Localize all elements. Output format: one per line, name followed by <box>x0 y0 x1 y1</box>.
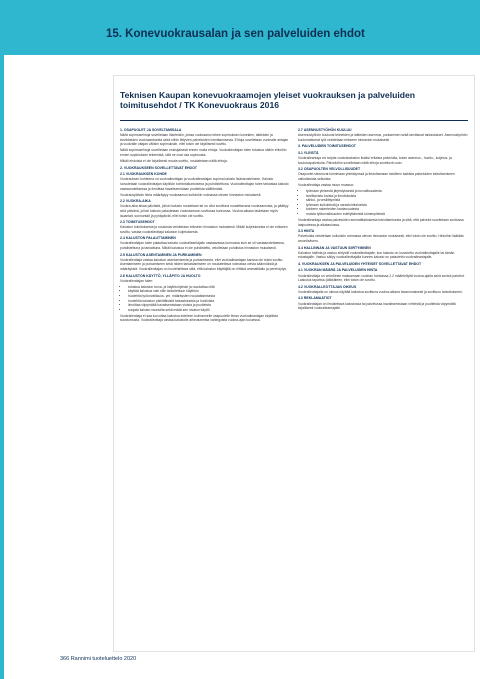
section-heading: 2.2 VUOKRA-AIKA <box>120 199 151 204</box>
section-heading: 3.3 HINTA <box>298 229 315 234</box>
paragraph: Vuokra-aika alkaa päivästä, jolloin kalusto noudetaan tai on ollut sovittuna noudettavana vuokraamosta, ja päättyy sinä päivänä, jolloin kalusto palautetaan vuokraamoon sovitussa kunnossa. Vuokra-aikaan lasketaan myös lauantait, sunnuntait ja pyhäpäivät, ellei toisin ole sovittu. <box>120 204 289 218</box>
decorative-stripe <box>0 55 4 679</box>
paragraph: Vuokralleantaja voi tarjota vuokrakaluston lisäksi erilaisia palveluita, kuten asennus-, huolto-, kuljetus- ja koulutuspalveluita. Palveluihin sovelletaan näitä ehtoja soveltuvin osin. <box>298 155 452 165</box>
list-item: • muista työturvallisuuden edellyttämistä toimenpiteistä <box>306 212 468 217</box>
list-item: • huolehtia kaluston päivittäisistä tarkastuksista ja huolloista <box>128 299 290 304</box>
paragraph: Vuokrauksen kohteena on vuokralleottajan ja vuokralleantajan sopima kalusto lisävarusteineen. Kalusto luovutetaan vuokralleottajan käyttöön toimintakuntoisena ja puhdistettuna. Vuokralleottajan tulee tarkastaa kalusto vastaanotettaessa ja ilmoittaa havaitsemistaan puutteista välittömästi. <box>120 177 289 191</box>
list-item: • käyttää kalustoa vain sille tarkoitettuun käyttöön <box>128 289 290 294</box>
section-heading: 3.4 HALLINNAN JA VASTUUN SIIRTYMINEN <box>298 245 371 250</box>
list-item: • tutustua kaluston turva- ja käyttöohjeisiin ja noudattaa niitä <box>128 285 290 290</box>
page-title: 15. Konevuokrausalan ja sen palveluiden ehdot <box>106 28 365 40</box>
title-divider <box>120 120 468 121</box>
section-heading: 4.2 VUOKRALLEOTTAJAN OIKEUS <box>298 284 357 289</box>
section-heading: 1. OSAPUOLET JA SOVELTAMISALA <box>120 128 182 132</box>
section-heading: 3.1 YLEISTÄ <box>298 150 319 155</box>
paragraph: Näitä sopimusehtoja sovelletaan ensisijaisesti ennen muita ehtoja. Vuokralleottajan tulee tutustua näihin ehtoihin ennen sopimuksen tekemistä, sillä ne ovat osa sopimusta. <box>120 148 287 157</box>
section-heading: 2.4 KALUSTON PALAUTTAMINEN <box>120 236 176 241</box>
paragraph: Näitä sopimusehtoja sovelletaan tilanteisiin, joissa vuokraamo tekee sopimuksen koneiden, laitteiden ja tarvikkeiden vuokraamisesta sekä niihin liittyvien palveluiden toimittamisesta. Ehtoja sovelletaan vuokralle antajan ja vuokralle ottajan välisiin sopimuksiin, ellei toisin ole kirjallisesti sovittu. <box>120 133 289 147</box>
list-item: • suojata kalusto vaurioilta sekä estää sen luvaton käyttö <box>128 308 290 313</box>
section-heading: 2.1 VUOKRAUKSEN KOHDE <box>120 172 167 177</box>
left-column <box>120 126 290 324</box>
paragraph: Vuokralleottajalla on oikeus käyttää kalustoa sovittuna vuokra-aikana tavanomaisesti ja sovittuun tarkoitukseen. <box>298 289 463 294</box>
bullet-list <box>120 285 290 313</box>
paragraph: Vuokralleantaja vastaa palveluiden ammattitaitoisesta toteuttamisesta ja siitä, että palvelut suoritetaan sovitussa laajuudessa ja aikataulussa. <box>298 218 464 227</box>
page-footer: 366 Rannimi tuoteluettelo 2020 <box>60 656 137 662</box>
list-item: • sähkö- ja vesiliittymistä <box>306 198 468 203</box>
paragraph: Asennustyöhön kuuluvat telineiden ja laitteiden asennus, purkaminen sekä tarvittavat tarkastukset. Asennustyöhön kuulumattomat työt veloitetaan erikseen hinnaston mukaisesti. <box>298 133 468 142</box>
paragraph: Vuokralleottajan tulee: <box>120 278 153 283</box>
paragraph: Palveluista veloitetaan kulloinkin voimassa olevan hinnaston mukaisesti, ellei toisin ole sovittu. Hintoihin lisätään arvonlisävero. <box>298 234 464 243</box>
section-heading: 2.3 TOIMITUSEHDOT <box>120 220 155 225</box>
bullet-list <box>298 189 468 217</box>
paragraph: Vuokralleottajan on ilmoitettava kalustossa tai palvelussa havaitsemistaan virheistä ja puutteista viipymättä kirjallisesti vuokralleantajalle. <box>298 301 456 311</box>
section-heading: 4. VUOKRAUKSEN JA PALVELUIDEN YHTEISET SOVELLETTAVAT EHDOT <box>298 261 422 266</box>
list-item: • ilmoittaa viipymättä havaitsemistaan vioista ja puutteista <box>128 303 290 308</box>
paragraph: Vuokralleottaja on velvollinen maksamaan vuokran kohdassa 2.2 määritellyltä vuokra-ajalta sekä sovitut palvelut. Laskutus tapahtuu jälkikäteen, ellei toisin ole sovittu. <box>298 273 465 283</box>
paragraph: Mikäli ehdoista ei ole kirjallisesti muuta sovittu, noudatetaan näitä ehtoja. <box>120 159 228 164</box>
section-heading: 2.5 KALUSTON ASENTAMINEN JA PURKAMINEN <box>120 252 202 257</box>
section-heading: 2. VUOKRAUKSEEN SOVELLETTAVAT EHDOT <box>120 165 197 170</box>
list-item: • tarvittavista luvista ja ilmoituksista <box>306 194 468 199</box>
paragraph: Kaluston hallinta ja vastuu siirtyvät vuokralleottajalle, kun kalusto on luovutettu vuokralleottajalle tai tämän edustajalle. Vastuu säilyy vuokralleottajalla kunnes kalusto on palautettu vuokralleantajalle. <box>298 250 455 260</box>
paragraph: Vuokralleottajan tulee palauttaa kalusto vuokralleantajalle vastaavassa kunnossa kuin se oli vastaanotettaessa, puhdistettuna ja tankattuna. Mikäli kalustoa ei ole puhdistettu, veloitetaan puhdistus hinnaston mukaisesti. <box>120 241 285 251</box>
paragraph: Vuokralleottaja vastaa muun muassa: <box>298 182 354 187</box>
list-item: • työmaan kulkuteistä ja varastointialueista <box>306 203 468 208</box>
paragraph: Vuokrauspäivän hinta määräytyy vuokraamon kulloinkin voimassa olevan hinnaston mukaisesti. <box>120 192 262 197</box>
paragraph: Kaluston toimituksesta ja noudosta veloitetaan erikseen hinnaston mukaisesti. Mikäli kuljetuksesta ei ole erikseen sovittu, vastaa vuokralleottaja kaluston kuljetuksesta. <box>120 225 288 234</box>
section-heading: 2.6 KALUSTON KÄYTTÖ, YLLÄPITO JA HUOLTO <box>120 273 201 278</box>
section-heading: 2.7 ASENNUSTYÖHÖN KUULUU <box>298 128 352 132</box>
document-title-line-1: Teknisen Kaupan konevuokraamojen yleiset vuokrauksen ja palveluiden <box>120 90 415 100</box>
list-item: • kohteen rakenteiden kantavuudesta <box>306 207 468 212</box>
section-heading: 3.2 OSAPUOLTEN VELVOLLISUUDET <box>298 167 361 172</box>
document-title <box>120 90 468 110</box>
document-page <box>113 75 475 652</box>
paragraph: Vuokralleottaja vastaa kaluston asentamisesta ja purkamisesta, ellei vuokralleantajan kanssa ole toisin sovittu. Asentamiseen ja purkamiseen sekä niiden tarkastamiseen on noudatettava voimassa olevia säännöksiä ja määräyksiä. Vuokralleottajan on huolehdittava siitä, että kaluston käyttäjillä on riittävä ammattitaito ja perehdytys. <box>120 257 287 271</box>
list-item: • työmaan yleisestä järjestyksestä ja turvallisuudesta <box>306 189 468 194</box>
document-title-line-2: toimitusehdot / TK Konevuokraus 2016 <box>120 100 280 110</box>
right-column <box>298 126 468 312</box>
list-item: • huolehtia työturvallisuus- ym. määräysten noudattamisesta <box>128 294 290 299</box>
header-banner <box>0 0 480 55</box>
section-heading: 4.3 REKLAMAATIOT <box>298 296 332 301</box>
section-heading: 4.1 VUOKRAN MÄÄRÄ JA PALVELUIDEN HINTA <box>298 268 378 273</box>
paragraph: Vuokralleottaja ei saa luovuttaa kalustoa edelleen kolmannelle osapuolelle ilman vuokralleantajan kirjallista suostumusta. Vuokralleottaja vastaa kalustolle aiheutuneista vahingoista vuokra-ajan kuluessa. <box>120 313 278 323</box>
section-heading: 3. PALVELUIDEN TOIMITUSEHDOT <box>298 144 356 149</box>
paragraph: Osapuolet sitoutuvat toimimaan yhteistyössä ja tiedottamaan toisilleen kaikista palveluiden toteuttamiseen vaikuttavista seikoista. <box>298 172 455 181</box>
